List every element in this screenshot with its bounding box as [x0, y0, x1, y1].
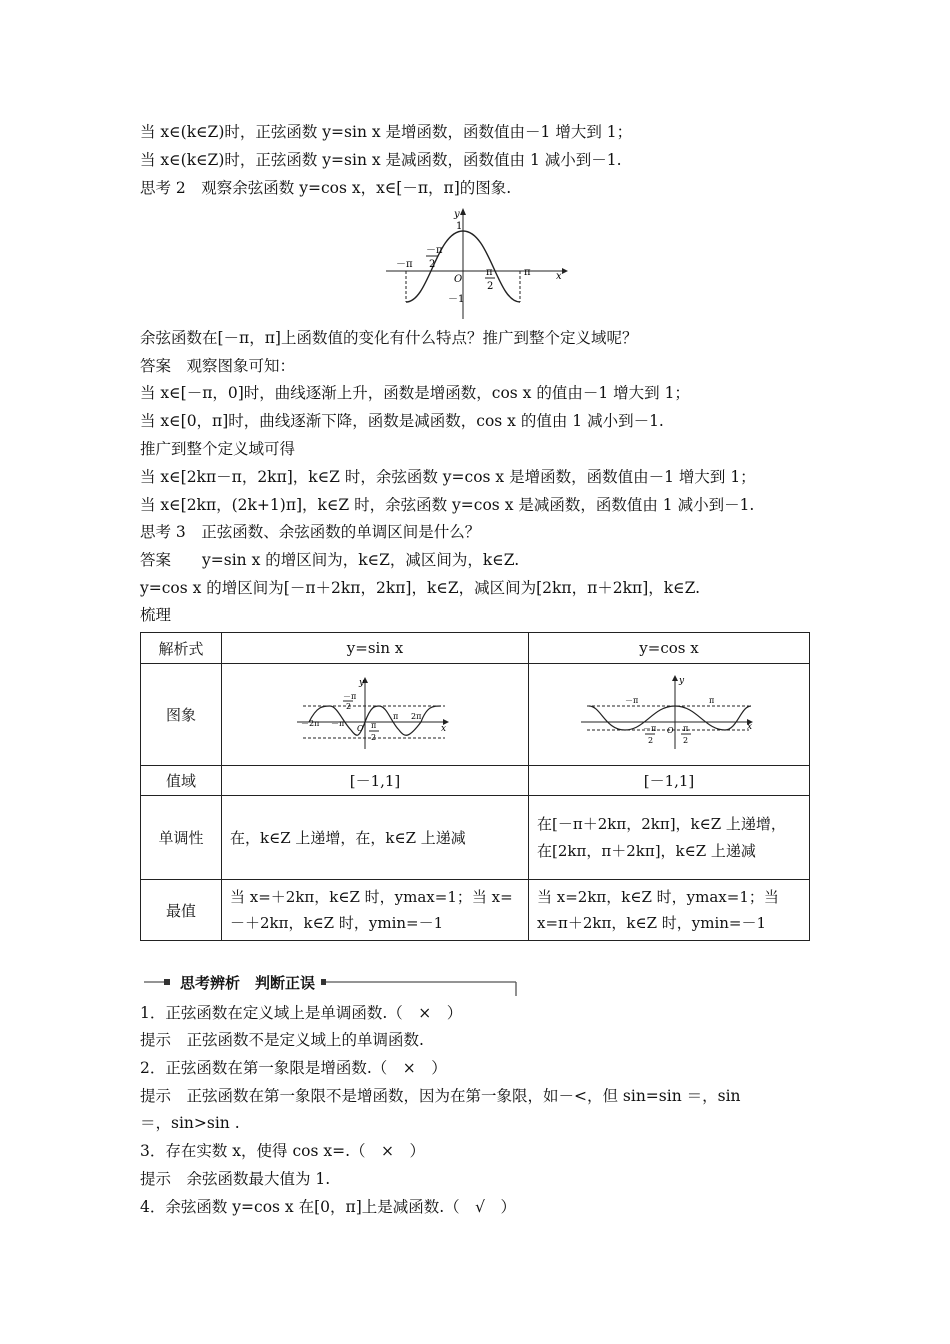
cos-extremes: 当 x=2kπ，k∈Z 时，ymax=1；当 x=π＋2kπ，k∈Z 时，ymin=－1 — [529, 880, 810, 941]
section-header — [140, 972, 520, 996]
cosine-graph — [579, 673, 759, 753]
sin-monotonicity: 在，k∈Z 上递增，在，k∈Z 上递减 — [222, 796, 529, 880]
table-row — [141, 766, 810, 796]
svg-text:－π: －π — [396, 259, 413, 270]
generalize-line: 推广到整个定义域可得 — [140, 440, 296, 458]
svg-text:π: π — [683, 723, 689, 733]
svg-text:O: O — [357, 723, 364, 733]
svg-text:2: 2 — [429, 259, 436, 270]
summary-label: 梳理 — [140, 606, 172, 624]
svg-text:π: π — [486, 267, 493, 278]
table-row — [141, 880, 810, 941]
cos-range: [－1,1] — [529, 766, 810, 796]
question-line: 余弦函数在[－π，π]上函数值的变化有什么特点？推广到整个定义域呢？ — [140, 329, 638, 347]
line-decrease: 当 x∈[0，π]时，曲线逐渐下降，函数是减函数，cos x 的值由 1 减小到－1. — [140, 412, 664, 430]
summary-table — [140, 632, 810, 941]
header-sin: y=sin x — [222, 633, 529, 664]
answer-3-cos: y=cos x 的增区间为[－π＋2kπ，2kπ]，k∈Z，减区间为[2kπ，π＋2kπ]，k∈Z. — [140, 579, 701, 597]
cos-mono-increase: 在[－π＋2kπ，2kπ]，k∈Z 上递增， — [537, 814, 786, 833]
thinking-3-title: 思考 3 正弦函数、余弦函数的单调区间是什么？ — [140, 523, 481, 541]
item-3: 3．存在实数 x，使得 cos x=.（ × ） — [140, 1142, 425, 1160]
section-title: 思考辨析 判断正误 — [174, 972, 321, 993]
cosine-graph-figure — [384, 205, 574, 323]
row-max-label: 最值 — [141, 880, 222, 941]
hint-1: 提示 正弦函数不是定义域上的单调函数. — [140, 1031, 424, 1049]
svg-text:π: π — [524, 267, 531, 278]
svg-text:2: 2 — [683, 735, 689, 745]
svg-text:－π: －π — [331, 718, 345, 728]
item-1: 1．正弦函数在定义域上是单调函数.（ × ） — [140, 1004, 463, 1022]
row-mono-label: 单调性 — [141, 796, 222, 880]
svg-text:x: x — [556, 271, 562, 282]
svg-text:O: O — [667, 725, 674, 735]
cos-mono-decrease: 在[2kπ，π＋2kπ]，k∈Z 上递减 — [537, 841, 756, 860]
answer-label: 答案 观察图象可知： — [140, 357, 296, 375]
svg-text:x: x — [747, 721, 753, 732]
sin-extremes: 当 x=＋2kπ，k∈Z 时，ymax=1；当 x=－＋2kπ，k∈Z 时，ymin=－1 — [222, 880, 529, 941]
cos-graph-cell — [529, 664, 810, 766]
line-increase: 当 x∈[－π，0]时，曲线逐渐上升，函数是增函数，cos x 的值由－1 增大到 1； — [140, 384, 690, 402]
item-2: 2．正弦函数在第一象限是增函数.（ × ） — [140, 1059, 447, 1077]
sin-graph-cell — [222, 664, 529, 766]
general-increase: 当 x∈[2kπ－π，2kπ]，k∈Z 时，余弦函数 y=cos x 是增函数，函数值由－1 增大到 1； — [140, 468, 756, 486]
table-row — [141, 664, 810, 766]
item-4: 4．余弦函数 y=cos x 在[0，π]上是减函数.（ √ ） — [140, 1198, 517, 1216]
hint-2: 提示 正弦函数在第一象限不是增函数，因为在第一象限，如－<，但 sin=sin ＝，sin — [140, 1087, 741, 1105]
row-image-label: 图象 — [141, 664, 222, 766]
hint-3: 提示 余弦函数最大值为 1. — [140, 1170, 331, 1188]
svg-text:x: x — [441, 723, 447, 734]
svg-text:π: π — [393, 711, 399, 721]
svg-text:－2π: －2π — [301, 718, 320, 728]
svg-text:－π: －π — [426, 245, 443, 256]
svg-text:－1: －1 — [448, 294, 465, 305]
line-2: 当 x∈(k∈Z)时，正弦函数 y=sin x 是减函数，函数值由 1 减小到－1. — [140, 151, 622, 169]
row-range-label: 值域 — [141, 766, 222, 796]
hint-2-cont: ＝，sin>sin . — [140, 1114, 240, 1132]
cos-monotonicity — [529, 796, 810, 880]
svg-text:π: π — [371, 720, 377, 730]
svg-text:2: 2 — [346, 701, 352, 711]
sin-range: [－1,1] — [222, 766, 529, 796]
svg-text:2: 2 — [648, 735, 654, 745]
general-decrease: 当 x∈[2kπ，(2k+1)π]，k∈Z 时，余弦函数 y=cos x 是减函数，函数值由 1 减小到－1. — [140, 496, 755, 514]
svg-text:y: y — [359, 677, 365, 688]
svg-text:－π: －π — [625, 695, 639, 705]
line-1: 当 x∈(k∈Z)时，正弦函数 y=sin x 是增函数，函数值由－1 增大到 1； — [140, 123, 633, 141]
thinking-2-title: 思考 2 观察余弦函数 y=cos x，x∈[－π，π]的图象. — [140, 179, 512, 197]
svg-text:O: O — [454, 274, 463, 285]
table-row — [141, 796, 810, 880]
header-formula: 解析式 — [141, 633, 222, 664]
svg-text:2: 2 — [371, 732, 377, 742]
sine-graph — [295, 673, 455, 753]
svg-text:1: 1 — [456, 221, 463, 232]
svg-text:π: π — [709, 695, 715, 705]
table-row — [141, 633, 810, 664]
svg-text:y: y — [454, 209, 460, 220]
svg-text:－π: －π — [343, 691, 357, 701]
svg-text:2: 2 — [487, 281, 494, 292]
answer-3-sin: 答案 y=sin x 的增区间为，k∈Z，减区间为，k∈Z. — [140, 551, 520, 569]
header-cos: y=cos x — [529, 633, 810, 664]
svg-text:y: y — [679, 675, 685, 686]
svg-text:2π: 2π — [411, 711, 422, 721]
svg-text:－π: －π — [643, 723, 657, 733]
